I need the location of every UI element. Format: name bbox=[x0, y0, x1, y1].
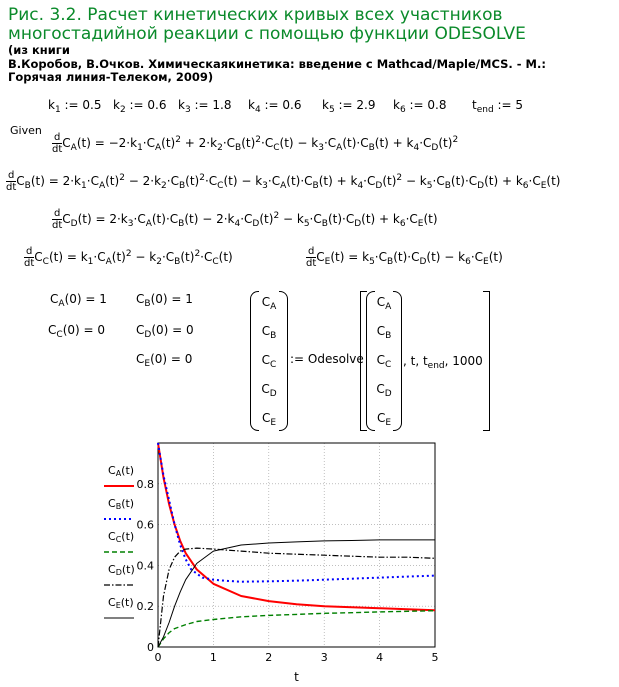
ode-ca: $\frac{d}{dt}$ $C_A(t) = -2\cdot k_1\cdot C_A(t)^2 + 2\cdot k_2\cdot C_B(t)^2\cdot C_C(t) - k_3\cdot C_A(t)\cdot C_B(t) + k_4\cdot C_D(t)^2$ bbox=[52, 132, 459, 155]
plot-frame bbox=[158, 443, 435, 647]
ode-cc: $\frac{d}{dt}$ $C_C(t) = k_1\cdot C_A(t)^2 - k_2\cdot C_B(t)^2\cdot C_C(t)$ bbox=[24, 246, 233, 269]
title-line-1: Рис. 3.2. Расчет кинетических кривых всех участников bbox=[8, 5, 503, 25]
arg-cc: $C_C$ bbox=[376, 353, 392, 370]
vec-ca: $C_A$ bbox=[261, 295, 277, 312]
x-axis-label: t bbox=[294, 670, 299, 684]
given-keyword: Given bbox=[10, 124, 42, 137]
odesolve-call: := Odesolve bbox=[290, 352, 364, 366]
param-k4: $k_4$ := 0.6 bbox=[248, 98, 302, 115]
param-k3: $k_3$ := 1.8 bbox=[178, 98, 232, 115]
param-k2: $k_2$ := 0.6 bbox=[113, 98, 167, 115]
legend-cb: $C_B(t)$ bbox=[108, 497, 135, 511]
arg-cd: $C_D$ bbox=[376, 382, 392, 399]
param-k1: $k_1$ := 0.5 bbox=[48, 98, 102, 115]
series-line-ca bbox=[158, 443, 435, 610]
series-line-ce bbox=[158, 540, 435, 647]
arg-cb: $C_B$ bbox=[376, 324, 392, 341]
vec-cb: $C_B$ bbox=[261, 324, 277, 341]
x-tick-label: 3 bbox=[320, 651, 328, 664]
ic-ce: $C_E(0) = 0$ bbox=[136, 352, 193, 369]
legend-cd: $C_D(t)$ bbox=[108, 563, 135, 577]
arg-ca: $C_A$ bbox=[376, 295, 392, 312]
vec-ce: $C_E$ bbox=[261, 411, 277, 428]
ode-cb: $\frac{d}{dt}$ $C_B(t) = 2\cdot k_1\cdot C_A(t)^2 - 2\cdot k_2\cdot C_B(t)^2\cdot C_C(t) - k_3\cdot C_A(t)\cdot C_B(t) + k_4\cdot C_D(t)^2 - k_5\cdot C_B(t)\cdot C_D(t) + k_6\cdot C_E(t)$ bbox=[6, 170, 561, 193]
ode-cd: $\frac{d}{dt}$ $C_D(t) = 2\cdot k_3\cdot C_A(t)\cdot C_B(t) - 2\cdot k_4\cdot C_D(t)^2 - k_5\cdot C_B(t)\cdot C_D(t) + k_6\cdot C_E(t)$ bbox=[52, 208, 438, 231]
ic-cd: $C_D(0) = 0$ bbox=[136, 323, 194, 340]
ic-cb: $C_B(0) = 1$ bbox=[136, 292, 193, 309]
y-tick-label: 0.6 bbox=[136, 518, 154, 532]
vec-cc: $C_C$ bbox=[261, 353, 277, 370]
legend-cc: $C_C(t)$ bbox=[108, 530, 135, 544]
x-tick-label: 2 bbox=[265, 651, 273, 664]
legend-ca: $C_A(t)$ bbox=[108, 464, 135, 478]
title-line-2: многостадийной реакции с помощью функции ODESOLVE bbox=[8, 24, 526, 44]
y-tick-label: 0 bbox=[147, 641, 154, 654]
ic-cc: $C_C(0) = 0$ bbox=[48, 323, 106, 340]
y-tick-label: 0.4 bbox=[136, 559, 154, 573]
x-tick-label: 5 bbox=[431, 651, 439, 664]
param-k6: $k_6$ := 0.8 bbox=[393, 98, 447, 115]
x-tick-label: 0 bbox=[154, 651, 162, 664]
y-tick-label: 0.2 bbox=[136, 600, 154, 614]
arg-ce: $C_E$ bbox=[376, 411, 392, 428]
series-line-cc bbox=[158, 611, 435, 647]
x-tick-label: 1 bbox=[209, 651, 217, 664]
vec-cd: $C_D$ bbox=[261, 382, 277, 399]
odesolve-args-text: , t, $t_{end}$, 1000 bbox=[403, 354, 483, 371]
x-tick-label: 4 bbox=[376, 651, 384, 664]
ode-ce: $\frac{d}{dt}$ $C_E(t) = k_5\cdot C_B(t)\cdot C_D(t) - k_6\cdot C_E(t)$ bbox=[306, 246, 503, 269]
series-line-cd bbox=[158, 548, 435, 647]
source-line-2: В.Коробов, В.Очков. Химическаякинетика: введение с Mathcad/Maple/MCS. - М.: bbox=[8, 56, 546, 71]
y-tick-label: 0.8 bbox=[136, 477, 154, 491]
source-line-3: Горячая линия-Телеком, 2009) bbox=[8, 70, 214, 84]
param-k5: $k_5$ := 2.9 bbox=[322, 98, 376, 115]
legend-ce: $C_E(t)$ bbox=[108, 596, 134, 610]
param-tend: $t_{end}$ := 5 bbox=[472, 98, 524, 115]
ic-ca: $C_A(0) = 1$ bbox=[50, 292, 107, 309]
source-line-1: (из книги bbox=[8, 43, 70, 57]
